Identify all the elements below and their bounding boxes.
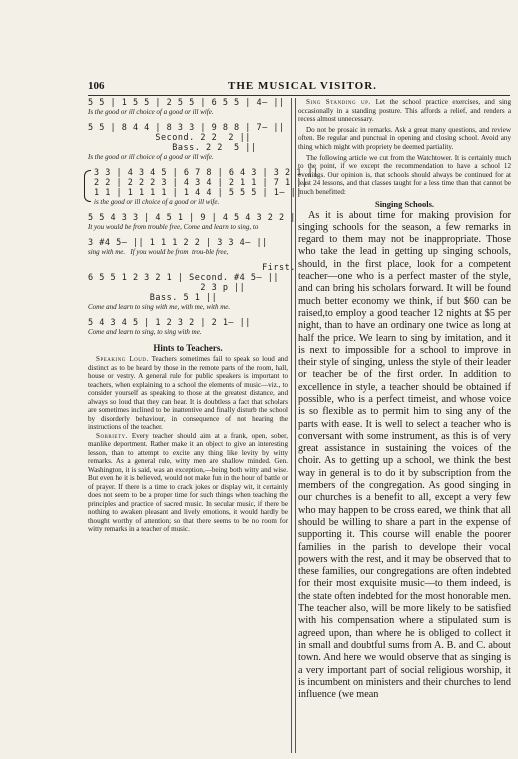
intro-lead: Sing Standing up.	[306, 98, 376, 106]
music-system	[88, 318, 288, 337]
note-row: 3 #4 5— || 1 1 1 2 2 | 3 3 4— ||	[88, 238, 268, 248]
intro-text: Let the school practice exercises, and sing occasionally in a standing posture. This affords a relief, and renders a recess almost unnecessary.	[298, 98, 512, 124]
music-notation	[88, 98, 319, 337]
intro-paragraph	[298, 98, 511, 124]
article-body: As it is about time for making provision for singing schools for the season, a few remarks in regard to them may not be inappropriate. Those who take the lead in getting up singing schools, should, in the first place, look for a competent teacher—one who is a perfect master of the style, and can bring his scholars forward. It will be found much better economy we think, if but $60 can be raised,to employ a good teacher 12 nights at $5 per night, than to have an ordinary one twice as long at half the price. We learn to sing by imitation, and it is next to impossible for a school to improve in their style of singing, unless the style of their leader or teacher be of the first order. In addition to excellence in style, a teacher should be obtained if possible, who is a perfect timeist, and whose voice is so flexible as to permit him to sing any of the parts with ease. It is well to select a teacher who is conversant with some instrument, as this is of very great assistance in sustaining the voices of the choir. As to getting up a school, we think the best way in general is to do it by subscription from the members of the congregation. As good singing in our churches is a benefit to all, except a very few who may happen to be cross eared, we think that all should be willing to share a part in the expense of supporting it. This course will enable the poorer families in the parish to develope their vocal powers with the rest, and it may be observed that to these families, our congregations are often indebted for their most exquisite music—to them indeed, is the state often indebted for the most honorable men. The teacher also, will be more likely to be satisfied with his compensation where a stipulated sum is agreed upon, than where he is obliged to collect it in small and doubtful sums from A. B. and C. about town. And here we would observe that as singing is a very important part of social religious worship, it is incumbent on ministers and their churches to lend influence (we mean	[298, 209, 511, 701]
music-system	[88, 123, 288, 162]
note-row: First.	[88, 263, 296, 273]
note-row: 5 5 | 8 4 4 | 8 3 3 | 9 8 8 | 7— ||	[88, 123, 285, 133]
lyric-line: sing with me. If you would be from trou-ble free,	[88, 248, 229, 256]
lyric-line: Come and learn to sing with me, with me, with me.	[88, 303, 231, 311]
music-system	[88, 238, 288, 257]
note-row: 6 5 5 1 2 3 2 1 | Second. #4 5— ||	[88, 273, 279, 283]
brace	[84, 170, 91, 202]
intro-paragraph	[298, 154, 511, 197]
column-divider	[291, 98, 296, 753]
lyric-line: is the good or ill choice of a good or ill wife.	[94, 198, 220, 206]
intro-paragraph	[298, 126, 511, 152]
lyric-line: It you would be from trouble free, Come and learn to sing, to	[88, 223, 259, 231]
hint-text: Every teacher should aim at a frank, open, sober, manlike deportment. Rather make it an object to give an interesting lesson, than to attempt to excite any thing like levity by witty remarks. As a general rule, witty men are shallow minded. Gen. Washington, it is said, was an exception,—being both witty and wise. But even he it is believed, would not make fun in the hour of battle or of prayer. If there is a time to crack jokes or display wit, it certainly does not seem to be a proper time for such things when teaching the principles and practice of sacred music. In secular music, if there be nothing to awaken pleasant and lively emotions, it would hardly be thought worthy of attention; so that there seems to be no room for witty remarks in a teacher of music.	[88, 431, 288, 533]
hints-body	[88, 355, 288, 534]
page-number: 106	[88, 80, 105, 92]
music-system	[88, 213, 296, 232]
intro-text: The following article we cut from the Watchtower. It is certainly much to the point, if we except the recommendation to have a school 12 evenings. Our opinion is, that schools should always be continued for at least 24 lessons, and that classes taught for a less time than that cannot be much benefitted:	[298, 153, 511, 196]
running-title: THE MUSICAL VISITOR.	[228, 80, 377, 92]
hint-paragraph	[88, 355, 288, 432]
lyric-line: Come and learn to sing, to sing with me.	[88, 328, 202, 336]
hint-text: Teachers sometimes fail to speak so loud and distinct as to be heard by those in the remote parts of the room, hall, house or vestry. A general rule for public speakers is important to teachers, when explaining to a school the elements of music—viz., to consider yourself as speaking to those at the greatest distance, and always so loud that they can hear. It is doubtless a fact that scholars are sometimes inclined to be inattentive and finally disturb the school by disorderly behaviour, in consequence of not hearing the instructions of the teacher.	[88, 355, 288, 431]
page-header	[88, 80, 508, 94]
note-row: 2 3 p ||	[88, 283, 246, 293]
article-title: Singing Schools.	[374, 198, 435, 209]
hint-paragraph	[88, 432, 288, 534]
header-rule	[88, 95, 510, 96]
hint-lead: Speaking Loud.	[96, 355, 149, 363]
lyric-line: Is the good or ill choice of a good or ill wife.	[88, 108, 214, 116]
note-row: Bass. 5 1 ||	[88, 293, 218, 303]
note-row: Bass. 2 2 5 ||	[88, 143, 257, 153]
note-row: 5 4 3 4 5 | 1 2 3 2 | 2 1— ||	[88, 318, 251, 328]
note-row: 5 5 4 3 3 | 4 5 1 | 9 | 4 5 4 3 2 2 |	[88, 213, 296, 223]
note-row: 3 3 | 4 3 4 5 | 6 7 8 | 6 4 3 | 3 2 1 ||	[94, 168, 319, 178]
note-row: 2 2 | 2 2 2 3 | 4 3 4 | 2 1 1 | 7 1 ||	[94, 178, 308, 188]
note-row: 1 1 | 1 1 1 1 | 1 4 4 | 5 5 5 | 1— ||	[94, 188, 302, 198]
lyric-line: Is the good or ill choice of a good or ill wife.	[88, 153, 214, 161]
hints-title: Hints to Teachers.	[153, 343, 223, 353]
note-row: 5 5 | 1 5 5 | 2 5 5 | 6 5 5 | 4— ||	[88, 98, 285, 108]
music-system	[88, 263, 296, 312]
music-system	[94, 168, 319, 207]
hint-lead: Sobriety.	[96, 431, 128, 440]
right-column	[298, 98, 511, 753]
music-system	[88, 98, 288, 117]
intro-paragraphs	[298, 98, 511, 197]
left-column	[88, 98, 319, 753]
note-row: Second. 2 2 2 ||	[88, 133, 251, 143]
intro-text: Do not be prosaic in remarks. Ask a great many questions, and review often. Be regular and punctual in opening and closing school. Avoid any thing which might with propriety be deemed partiality.	[298, 125, 511, 151]
